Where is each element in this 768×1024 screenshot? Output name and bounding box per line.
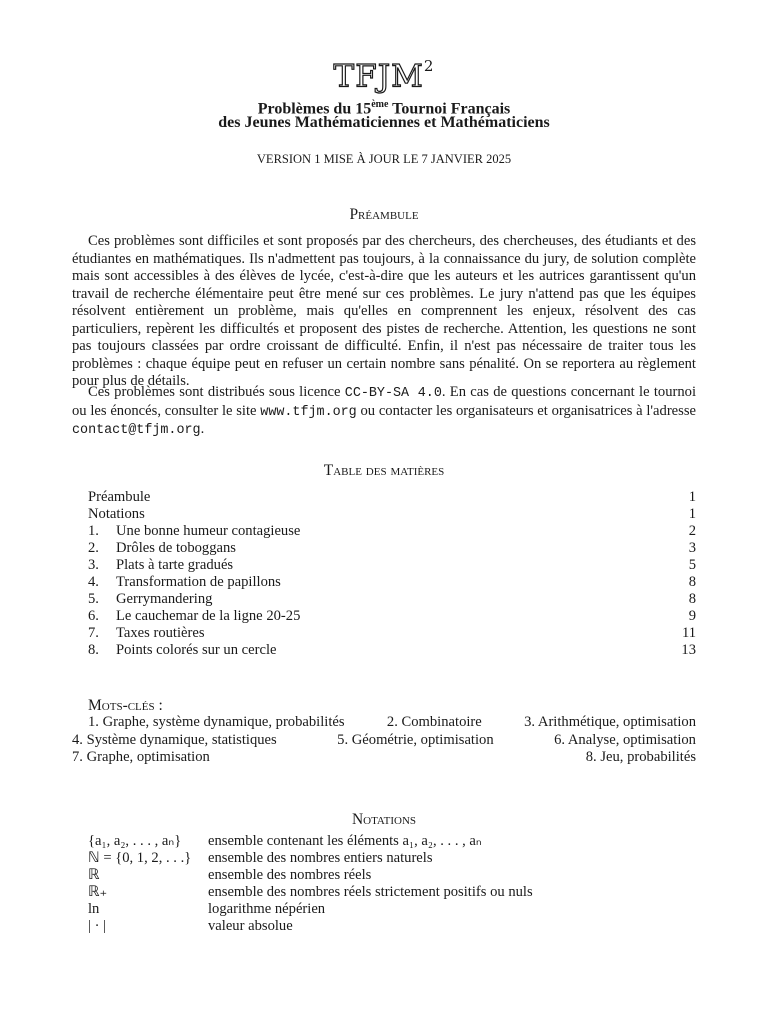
toc-label: Le cauchemar de la ligne 20-25 xyxy=(116,608,301,624)
preamble-heading: Préambule xyxy=(349,206,419,223)
toc-label: Taxes routières xyxy=(116,625,205,641)
toc-page: 9 xyxy=(688,608,696,624)
toc-page: 3 xyxy=(688,540,696,556)
toc-label: Drôles de toboggans xyxy=(116,540,236,556)
notation-symbol: {a₁, a₂, . . . , aₙ} xyxy=(88,833,182,849)
toc-label: Notations xyxy=(88,506,145,522)
keywords-heading: Mots-clés : xyxy=(88,697,163,714)
notation-row xyxy=(88,884,696,901)
toc-number: 3. xyxy=(88,557,99,573)
toc-entry[interactable] xyxy=(88,523,696,540)
title-line-1-end: Tournoi Français xyxy=(388,100,511,118)
toc-label: Transformation de papillons xyxy=(116,574,281,590)
keyword-entry: 7. Graphe, optimisation xyxy=(72,749,210,765)
keyword-entry: 2. Combinatoire xyxy=(386,714,482,730)
logo-exponent: 2 xyxy=(423,57,435,75)
toc-heading: Table des matières xyxy=(323,462,445,479)
toc-entry[interactable] xyxy=(88,540,696,557)
logo-name: TFJM xyxy=(333,58,424,95)
toc-number: 7. xyxy=(88,625,99,641)
table-of-contents xyxy=(88,489,696,659)
notation-row xyxy=(88,918,696,935)
toc-page: 1 xyxy=(688,506,696,522)
tfjm-logo xyxy=(0,52,768,94)
toc-entry[interactable] xyxy=(88,489,696,506)
p2-text-b: . En cas de questions concernant le tournoi ou les énoncés, consulter le site xyxy=(72,384,696,419)
notation-symbol: | · | xyxy=(88,918,106,934)
title-line-1-start: Problèmes du 15 xyxy=(257,100,372,118)
p2-text-a: Ces problèmes sont distribués sous licence xyxy=(88,384,345,400)
notation-description: ensemble contenant les éléments a₁, a₂, . . . , aₙ xyxy=(208,833,482,849)
toc-label: Une bonne humeur contagieuse xyxy=(116,523,301,539)
toc-page: 1 xyxy=(688,489,696,505)
toc-number: 6. xyxy=(88,608,99,624)
toc-entry[interactable] xyxy=(88,625,696,642)
p2-text-c: ou contacter les organisateurs et organisatrices à l'adresse xyxy=(356,402,696,419)
notation-row xyxy=(88,850,696,867)
keyword-entry: 3. Arithmétique, optimisation xyxy=(524,714,696,730)
toc-entry[interactable] xyxy=(88,608,696,625)
toc-number: 2. xyxy=(88,540,99,556)
toc-entry[interactable] xyxy=(88,574,696,591)
toc-number: 4. xyxy=(88,574,99,590)
preamble-paragraph-1: Ces problèmes sont difficiles et sont proposés par des chercheurs, des chercheuses, des étudiants et des étudiantes en mathématiques. Ils n'admettent pas toujours, à la connaissance du jury, de solution complète mais sont accessibles à des élèves de lycée, c'est-à-dire que les auteurs et les autrices garantissent qu'un travail de recherche élémentaire peut être mené sur ces problèmes. Le jury n'attend pas que les équipes résolvent entièrement un problème, mais qu'elles en comprennent les enjeux, résolvent des cas particuliers, repèrent les difficultés et proposent des pistes de recherche. Attention, les questions ne sont pas toujours classées par ordre croissant de difficulté. Enfin, il n'est pas nécessaire de traiter tous les problèmes : chaque équipe peut en refuser un certain nombre sans pénalité. On se reportera au règlement pour plus de détails. xyxy=(72,233,696,389)
toc-label: Gerrymandering xyxy=(116,591,213,607)
toc-number: 1. xyxy=(88,523,99,539)
keyword-entry: 6. Analyse, optimisation xyxy=(554,732,696,748)
notations-heading: Notations xyxy=(351,811,417,828)
keyword-entry: 1. Graphe, système dynamique, probabilités xyxy=(88,714,345,730)
toc-label: Points colorés sur un cercle xyxy=(116,642,277,658)
keywords-line-1 xyxy=(88,714,696,731)
toc-entry[interactable] xyxy=(88,642,696,659)
website-link[interactable]: www.tfjm.org xyxy=(260,404,357,420)
toc-label: Plats à tarte gradués xyxy=(116,557,234,573)
keywords-line-2 xyxy=(72,732,696,749)
notation-description: valeur absolue xyxy=(208,918,293,934)
keyword-entry: 4. Système dynamique, statistiques xyxy=(72,732,277,748)
toc-number: 8. xyxy=(88,642,99,658)
keyword-entry: 8. Jeu, probabilités xyxy=(585,749,696,765)
preamble-paragraph-2 xyxy=(72,384,696,440)
notation-row xyxy=(88,833,696,850)
notation-description: ensemble des nombres réels strictement positifs ou nuls xyxy=(208,884,533,900)
notation-row xyxy=(88,901,696,918)
contact-email-link[interactable]: contact@tfjm.org xyxy=(72,423,201,438)
title-line-2: des Jeunes Mathématiciennes et Mathématiciens xyxy=(218,114,550,131)
toc-label: Préambule xyxy=(88,489,151,505)
toc-page: 5 xyxy=(688,557,696,573)
notation-row xyxy=(88,867,696,884)
toc-page: 8 xyxy=(688,591,696,607)
notations-table xyxy=(88,833,696,935)
toc-entry[interactable] xyxy=(88,591,696,608)
notation-description: ensemble des nombres réels xyxy=(208,867,372,883)
toc-page: 8 xyxy=(688,574,696,590)
notation-description: ensemble des nombres entiers naturels xyxy=(208,850,433,866)
title-ordinal-suffix: ème xyxy=(371,99,389,110)
keyword-entry: 5. Géométrie, optimisation xyxy=(337,732,494,748)
toc-page: 13 xyxy=(681,642,696,658)
keywords-line-3 xyxy=(72,749,696,766)
toc-page: 11 xyxy=(681,625,696,641)
notation-symbol: ℕ = {0, 1, 2, . . .} xyxy=(88,850,192,866)
license-name: CC-BY-SA 4.0 xyxy=(344,386,442,401)
toc-number: 5. xyxy=(88,591,99,607)
notation-symbol: ℝ xyxy=(88,867,100,883)
notation-symbol: ℝ₊ xyxy=(88,884,108,900)
toc-entry[interactable] xyxy=(88,506,696,523)
notation-description: logarithme népérien xyxy=(208,901,326,917)
notation-symbol: ln xyxy=(88,901,100,917)
toc-entry[interactable] xyxy=(88,557,696,574)
p2-text-d: . xyxy=(200,421,205,437)
version-line: VERSION 1 MISE À JOUR LE 7 JANVIER 2025 xyxy=(256,152,512,166)
toc-page: 2 xyxy=(688,523,696,539)
